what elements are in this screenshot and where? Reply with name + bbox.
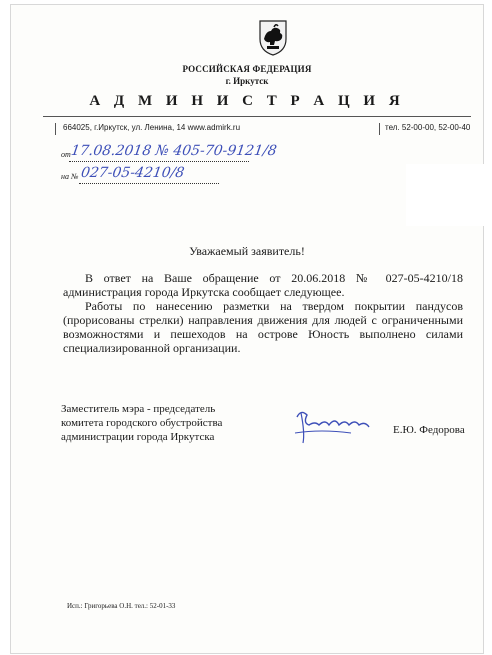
letter-page bbox=[10, 4, 484, 654]
reference-label: на № bbox=[61, 172, 79, 181]
date-underline bbox=[69, 161, 249, 162]
country-name: РОССИЙСКАЯ ФЕДЕРАЦИЯ bbox=[182, 64, 312, 74]
salutation: Уважаемый заявитель! bbox=[189, 244, 305, 258]
signatory-name: Е.Ю. Федорова bbox=[393, 424, 465, 436]
header-divider bbox=[43, 116, 471, 117]
body-paragraph: Работы по нанесению разметки на твердом покрытии пандусов (прорисованы стрелки) направления движения для людей с ограниченными возможностями и пешеходов на острове Юность выполнено силами специализированной организации. bbox=[63, 299, 463, 355]
position-line: Заместитель мэра - председатель bbox=[61, 403, 216, 415]
city-name: г. Иркутск bbox=[225, 76, 269, 86]
executor-line: Исп.: Григорьева О.Н. тел.: 52-01-33 bbox=[67, 602, 176, 610]
body-paragraph: В ответ на Ваше обращение от 20.06.2018 № 027-05-4210/18 администрация города Иркутска сообщает следующее. bbox=[63, 271, 463, 299]
date-label: от bbox=[61, 150, 71, 159]
coat-of-arms-icon bbox=[256, 17, 290, 57]
address-separator bbox=[55, 123, 56, 135]
phones-line: тел. 52-00-00, 52-00-40 bbox=[385, 123, 471, 132]
handwritten-signature-icon bbox=[291, 403, 386, 447]
position-line: комитета городского обустройства bbox=[61, 417, 223, 429]
reference-underline bbox=[79, 183, 219, 184]
position-line: администрации города Иркутска bbox=[61, 431, 215, 443]
redacted-addressee bbox=[406, 164, 488, 226]
phones-separator bbox=[379, 123, 380, 135]
address-line: 664025, г.Иркутск, ул. Ленина, 14 www.admirk.ru bbox=[63, 123, 241, 132]
page-title: А Д М И Н И С Т Р А Ц И Я bbox=[89, 93, 405, 109]
date-number-handwritten: 17.08.2018 № 405-70-9121/8 bbox=[69, 143, 278, 159]
reference-number-handwritten: 027-05-4210/8 bbox=[79, 165, 186, 181]
signatory-position bbox=[61, 402, 222, 444]
